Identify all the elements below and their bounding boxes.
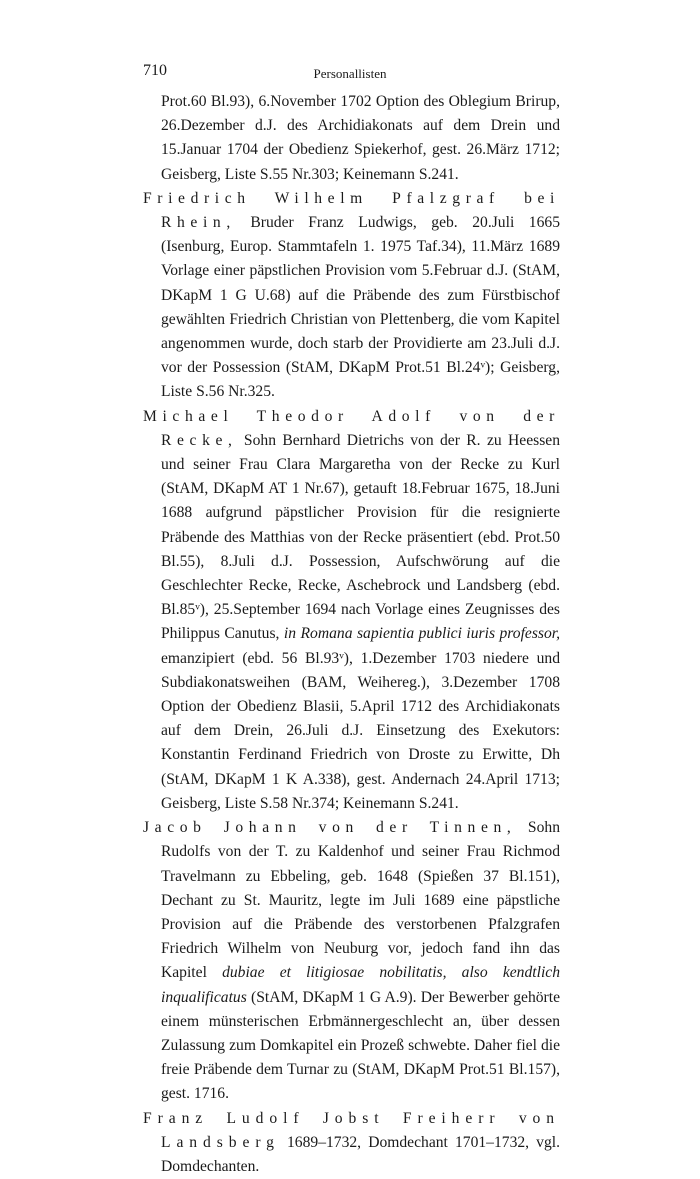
entry-text-continued: (StAM, DKapM 1 G A.9). Der Bewerber gehörte einem münsterischen Erbmännergeschlecht an, über dessen Zulassung zum Domkapitel ein Prozeß schwebte. Daher fiel die freie Präbende dem Turnar zu (StAM, DKapM Prot.51 Bl.157), gest. 1716. — [161, 988, 560, 1103]
page-number: 710 — [143, 62, 167, 79]
entry-friedrich-wilhelm — [143, 187, 560, 405]
entry-continuation — [143, 90, 560, 187]
entry-text: Prot.60 Bl.93), 6.November 1702 Option des Oblegium Brirup, 26.Dezember d.J. des Archidiakonats auf dem Drein und 15.Januar 1704 der Obedienz Spiekerhof, gest. 26.März 1712; Geisberg, Liste S.55 Nr.303; Keinemann S.241. — [161, 93, 560, 183]
entry-text: Sohn Bernhard Dietrichs von der R. zu Heessen und seiner Frau Clara Margaretha von der Recke zu Kurl (StAM, DKapM AT 1 Nr.67), getauft 18.Februar 1675, 18.Juni 1688 aufgrund päpstlicher Provision für die resignierte Präbende des Matthias von der Recke präsentiert (ebd. Prot.50 Bl.55), 8.Juli d.J. Possession, Aufschwörung auf die Geschlechter Recke, Recke, Aschebrock und Landsberg (ebd. Bl.85ᵛ), 25.September 1694 nach Vorlage eines Zeugnisses des Philippus Canutus, — [161, 431, 560, 643]
person-name: Franz Ludolf Jobst Freiherr von Landsberg — [143, 1109, 560, 1151]
entry-jacob-johann — [143, 816, 560, 1106]
entry-text-continued: emanzipiert (ebd. 56 Bl.93ᵛ), 1.Dezember 1703 niedere und Subdiakonatsweihen (BAM, Weihereg.), 3.Dezember 1708 Option der Obedienz Blasii, 5.April 1712 des Archidiakonats auf dem Drein, 26.Juli d.J. Einsetzung des Exekutors: Konstantin Ferdinand Friedrich von Droste zu Erwitte, Dh (StAM, DKapM 1 K A.338), gest. Andernach 24.April 1713; Geisberg, Liste S.58 Nr.374; Keinemann S.241. — [161, 649, 560, 812]
person-name: Jacob Johann von der Tinnen, — [143, 819, 517, 837]
running-head: Personallisten — [313, 66, 387, 81]
entry-text: 1689–1732, Domdechant 1701–1732, vgl. Domdechanten. — [161, 1133, 560, 1175]
latin-quotation: in Romana sapientia publici iuris professor, — [283, 625, 560, 643]
entry-michael-theodor-adolf — [143, 405, 560, 816]
document-body — [143, 90, 560, 1179]
entry-text: Sohn Rudolfs von der T. zu Kaldenhof und seiner Frau Richmod Travelmann zu Ebbeling, geb. 1648 (Spießen 37 Bl.151), Dechant zu St. Mauritz, legte im Juli 1689 eine päpstliche Provision auf die Präbende des verstorbenen Pfalzgrafen Friedrich Wilhelm von Neuburg vor, jedoch fand ihn das Kapitel — [161, 819, 560, 982]
person-name: Friedrich Wilhelm Pfalzgraf bei Rhein, — [143, 189, 560, 232]
person-name: Michael Theodor Adolf von der Recke, — [143, 407, 560, 449]
entry-text: Bruder Franz Ludwigs, geb. 20.Juli 1665 (Isenburg, Europ. Stammtafeln 1. 1975 Taf.34), 11.März 1689 Vorlage einer päpstlichen Provision vom 5.Februar d.J. (StAM, DKapM 1 G U.68) auf die Präbende des zum Fürstbischof gewählten Friedrich Christian von Plettenberg, die vom Kapitel angenommen wurde, doch starb der Providierte am 23.Juli d.J. vor der Possession (StAM, DKapM Prot.51 Bl.24ᵛ); Geisberg, Liste S.56 Nr.325. — [161, 214, 560, 401]
entry-franz-ludolf-jobst — [143, 1107, 560, 1179]
latin-quotation: dubiae et litigiosae nobilitatis, also kendtlich inqualificatus — [161, 964, 560, 1006]
